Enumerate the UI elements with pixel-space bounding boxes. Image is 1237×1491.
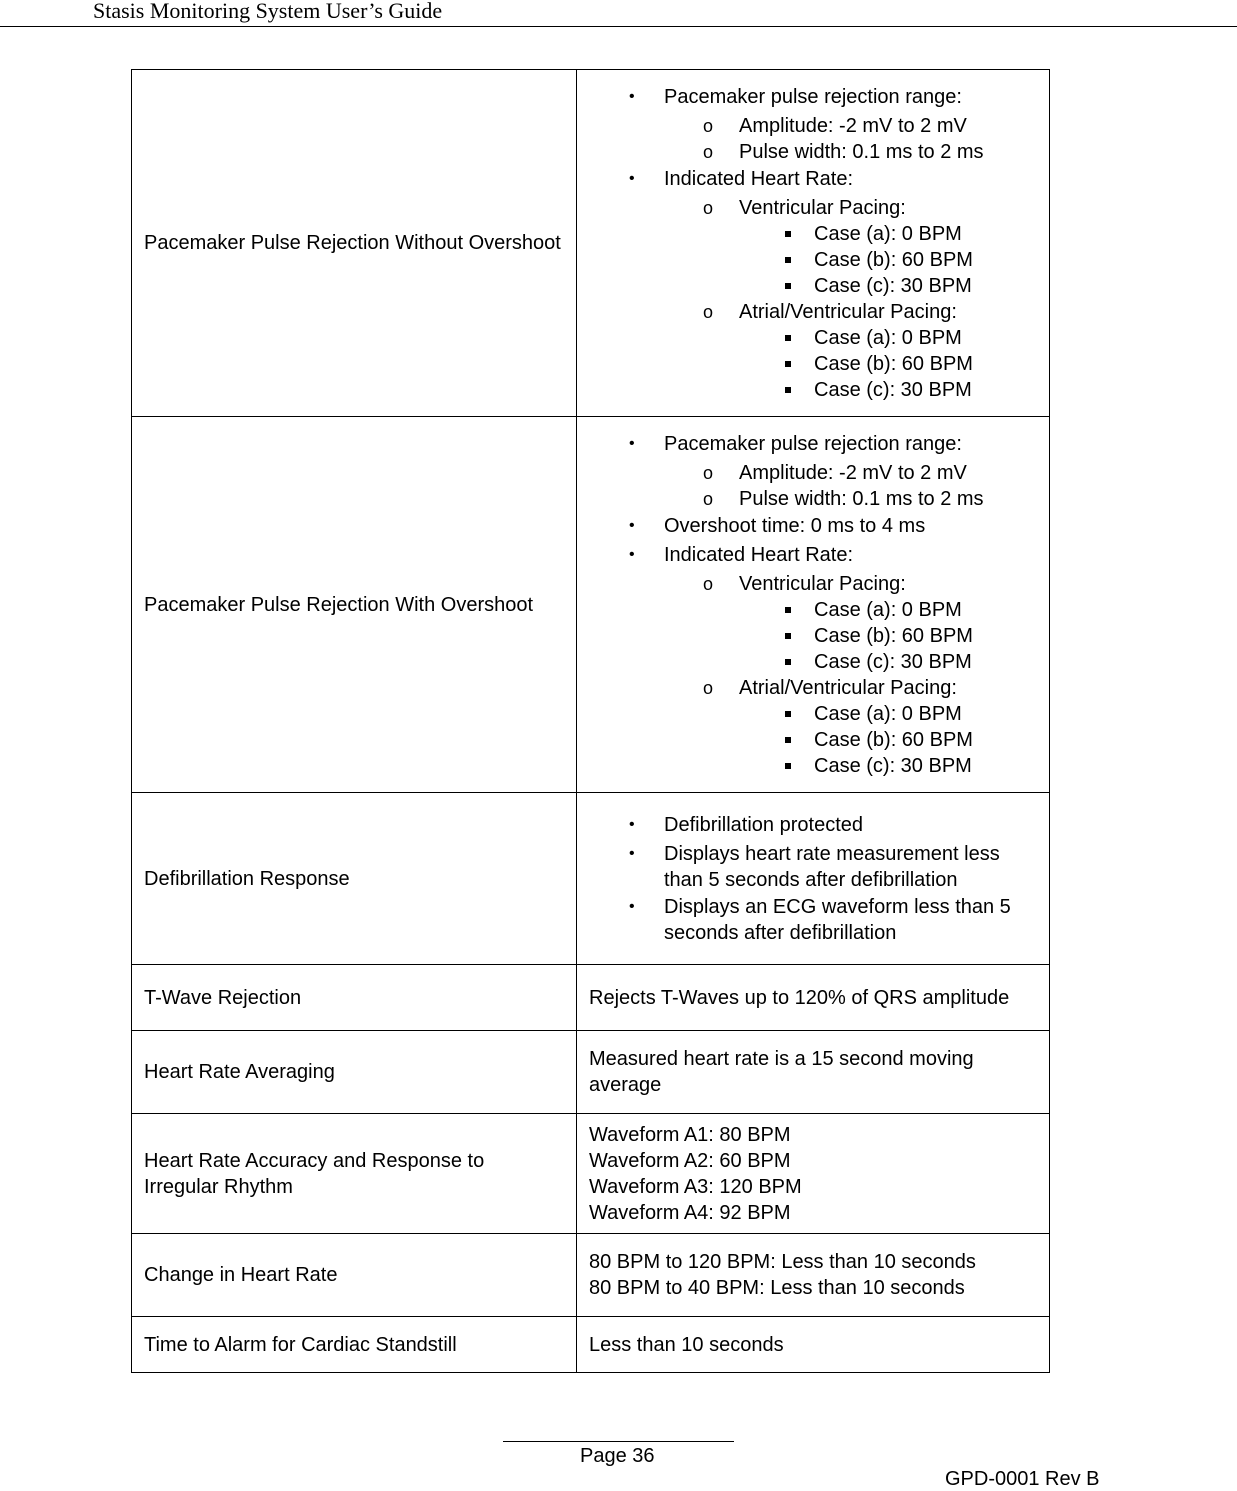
list-item: o Atrial/Ventricular Pacing: bbox=[589, 675, 1037, 701]
document-title: Stasis Monitoring System User’s Guide bbox=[93, 0, 443, 23]
list-item: Case (a): 0 BPM bbox=[589, 701, 1037, 727]
list-item: o Ventricular Pacing: bbox=[589, 195, 1037, 221]
table-row bbox=[132, 793, 1050, 965]
list-item: • Pacemaker pulse rejection range: bbox=[589, 431, 1037, 459]
list-item: • Displays an ECG waveform less than 5 seconds after defibrillation bbox=[589, 894, 1037, 946]
list-item: Case (b): 60 BPM bbox=[589, 727, 1037, 753]
spec-label: Heart Rate Accuracy and Response to Irregular Rhythm bbox=[132, 1114, 577, 1234]
spec-value-line: Less than 10 seconds bbox=[589, 1333, 784, 1356]
table-row bbox=[132, 70, 1050, 417]
spec-label: T-Wave Rejection bbox=[132, 965, 577, 1031]
footer-divider bbox=[503, 1441, 734, 1442]
spec-value-line: Waveform A4: 92 BPM bbox=[589, 1201, 791, 1224]
page-number: Page 36 bbox=[580, 1445, 655, 1467]
list-item: o Pulse width: 0.1 ms to 2 ms bbox=[589, 486, 1037, 512]
list-item: Case (c): 30 BPM bbox=[589, 273, 1037, 299]
list-item: Case (b): 60 BPM bbox=[589, 623, 1037, 649]
bullet-list bbox=[589, 812, 1037, 946]
list-item: Case (b): 60 BPM bbox=[589, 351, 1037, 377]
list-item: o Amplitude: -2 mV to 2 mV bbox=[589, 113, 1037, 139]
list-item: • Indicated Heart Rate: bbox=[589, 166, 1037, 194]
list-item: Case (a): 0 BPM bbox=[589, 325, 1037, 351]
table-row bbox=[132, 1114, 1050, 1234]
list-item: • Indicated Heart Rate: bbox=[589, 542, 1037, 570]
list-item: • Overshoot time: 0 ms to 4 ms bbox=[589, 513, 1037, 541]
spec-value-line: Waveform A3: 120 BPM bbox=[589, 1175, 802, 1198]
spec-value bbox=[577, 1031, 1050, 1114]
list-item: o Atrial/Ventricular Pacing: bbox=[589, 299, 1037, 325]
specifications-table bbox=[131, 69, 1050, 1373]
spec-value-line: Waveform A2: 60 BPM bbox=[589, 1149, 791, 1172]
spec-value bbox=[577, 793, 1050, 965]
list-item: Case (a): 0 BPM bbox=[589, 597, 1037, 623]
spec-value bbox=[577, 70, 1050, 417]
list-item: Case (c): 30 BPM bbox=[589, 377, 1037, 403]
document-id: GPD-0001 Rev B bbox=[945, 1468, 1100, 1490]
list-item: o Pulse width: 0.1 ms to 2 ms bbox=[589, 139, 1037, 165]
list-item: Case (c): 30 BPM bbox=[589, 753, 1037, 779]
spec-value-line: Measured heart rate is a 15 second moving average bbox=[589, 1048, 974, 1096]
spec-label: Change in Heart Rate bbox=[132, 1234, 577, 1317]
spec-value bbox=[577, 1317, 1050, 1373]
list-item: Case (a): 0 BPM bbox=[589, 221, 1037, 247]
spec-value-line: 80 BPM to 40 BPM: Less than 10 seconds bbox=[589, 1277, 965, 1299]
list-item: o Ventricular Pacing: bbox=[589, 571, 1037, 597]
spec-value-line: Waveform A1: 80 BPM bbox=[589, 1123, 791, 1146]
bullet-list bbox=[589, 431, 1037, 779]
bullet-list bbox=[589, 84, 1037, 403]
spec-value bbox=[577, 1114, 1050, 1234]
table-row bbox=[132, 1031, 1050, 1114]
table-row bbox=[132, 1317, 1050, 1373]
table-row bbox=[132, 965, 1050, 1031]
page-header bbox=[0, 0, 1237, 27]
table-row bbox=[132, 1234, 1050, 1317]
spec-label: Pacemaker Pulse Rejection With Overshoot bbox=[132, 417, 577, 793]
spec-label: Defibrillation Response bbox=[132, 793, 577, 965]
spec-value bbox=[577, 417, 1050, 793]
table-row bbox=[132, 417, 1050, 793]
spec-label: Time to Alarm for Cardiac Standstill bbox=[132, 1317, 577, 1373]
spec-label: Heart Rate Averaging bbox=[132, 1031, 577, 1114]
spec-value-line: 80 BPM to 120 BPM: Less than 10 seconds bbox=[589, 1251, 976, 1273]
spec-value-line: Rejects T-Waves up to 120% of QRS amplitude bbox=[589, 986, 1010, 1009]
spec-value bbox=[577, 1234, 1050, 1317]
list-item: o Amplitude: -2 mV to 2 mV bbox=[589, 460, 1037, 486]
list-item: Case (c): 30 BPM bbox=[589, 649, 1037, 675]
list-item: • Displays heart rate measurement less than 5 seconds after defibrillation bbox=[589, 841, 1037, 893]
spec-label: Pacemaker Pulse Rejection Without Overshoot bbox=[132, 70, 577, 417]
spec-value bbox=[577, 965, 1050, 1031]
list-item: Case (b): 60 BPM bbox=[589, 247, 1037, 273]
list-item: • Defibrillation protected bbox=[589, 812, 1037, 840]
list-item: • Pacemaker pulse rejection range: bbox=[589, 84, 1037, 112]
